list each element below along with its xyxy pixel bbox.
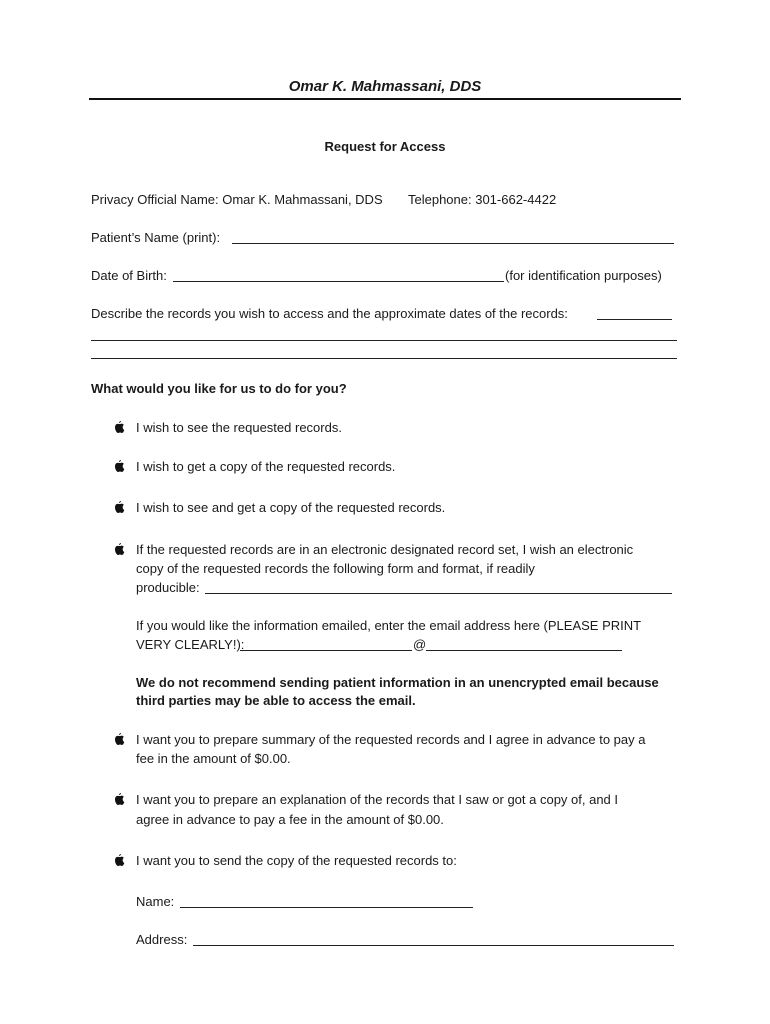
recipient-name-field[interactable] <box>180 907 473 908</box>
email-warning-line-1: We do not recommend sending patient information in an unencrypted email because <box>136 675 659 690</box>
apple-bullet-icon[interactable] <box>113 420 125 434</box>
option-electronic-line-1: If the requested records are in an electronic designated record set, I wish an electronic <box>136 542 634 557</box>
email-instructions-line-1: If you would like the information emailed, enter the email address here (PLEASE PRINT <box>136 618 642 633</box>
apple-bullet-icon[interactable] <box>113 792 125 806</box>
option-copy-records: I wish to get a copy of the requested records. <box>136 459 396 474</box>
describe-records-label: Describe the records you wish to access and the approximate dates of the records: <box>91 306 568 321</box>
email-at-sign: @ <box>413 637 427 652</box>
form-title: Request for Access <box>324 139 446 154</box>
email-user-field[interactable] <box>240 650 412 651</box>
option-see-records: I wish to see the requested records. <box>136 420 342 435</box>
dob-suffix: (for identification purposes) <box>505 268 662 283</box>
apple-bullet-icon[interactable] <box>113 732 125 746</box>
question-heading: What would you like for us to do for you? <box>91 381 347 396</box>
patient-name-field[interactable] <box>232 243 674 244</box>
email-domain-field[interactable] <box>426 650 622 651</box>
option-see-and-copy: I wish to see and get a copy of the requested records. <box>136 500 446 515</box>
email-instructions-line-2: VERY CLEARLY!): <box>136 637 245 652</box>
describe-records-field-3[interactable] <box>91 358 677 359</box>
option-summary-line-1: I want you to prepare summary of the requested records and I agree in advance to pay a <box>136 732 646 747</box>
option-summary-line-2: fee in the amount of $0.00. <box>136 751 291 766</box>
telephone: Telephone: 301-662-4422 <box>408 192 557 207</box>
recipient-address-label: Address: <box>136 932 188 947</box>
email-warning-line-2: third parties may be able to access the email. <box>136 693 416 708</box>
dob-label: Date of Birth: <box>91 268 167 283</box>
apple-bullet-icon[interactable] <box>113 459 125 473</box>
recipient-address-field[interactable] <box>193 945 674 946</box>
privacy-official-name: Privacy Official Name: Omar K. Mahmassani, DDS <box>91 192 383 207</box>
describe-records-field-2[interactable] <box>91 340 677 341</box>
patient-name-label: Patient’s Name (print): <box>91 230 221 245</box>
practice-name: Omar K. Mahmassani, DDS <box>288 78 482 95</box>
apple-bullet-icon[interactable] <box>113 500 125 514</box>
apple-bullet-icon[interactable] <box>113 542 125 556</box>
header-divider <box>89 98 681 100</box>
dob-field[interactable] <box>173 281 504 282</box>
option-explanation-line-1: I want you to prepare an explanation of the records that I saw or got a copy of, and I <box>136 792 619 807</box>
recipient-name-label: Name: <box>136 894 175 909</box>
option-send-copy: I want you to send the copy of the requested records to: <box>136 853 457 868</box>
describe-records-field-1[interactable] <box>597 319 672 320</box>
option-electronic-line-2: copy of the requested records the following form and format, if readily <box>136 561 535 576</box>
electronic-format-field[interactable] <box>205 593 672 594</box>
option-explanation-line-2: agree in advance to pay a fee in the amount of $0.00. <box>136 812 444 827</box>
option-electronic-line-3: producible: <box>136 580 200 595</box>
apple-bullet-icon[interactable] <box>113 853 125 867</box>
